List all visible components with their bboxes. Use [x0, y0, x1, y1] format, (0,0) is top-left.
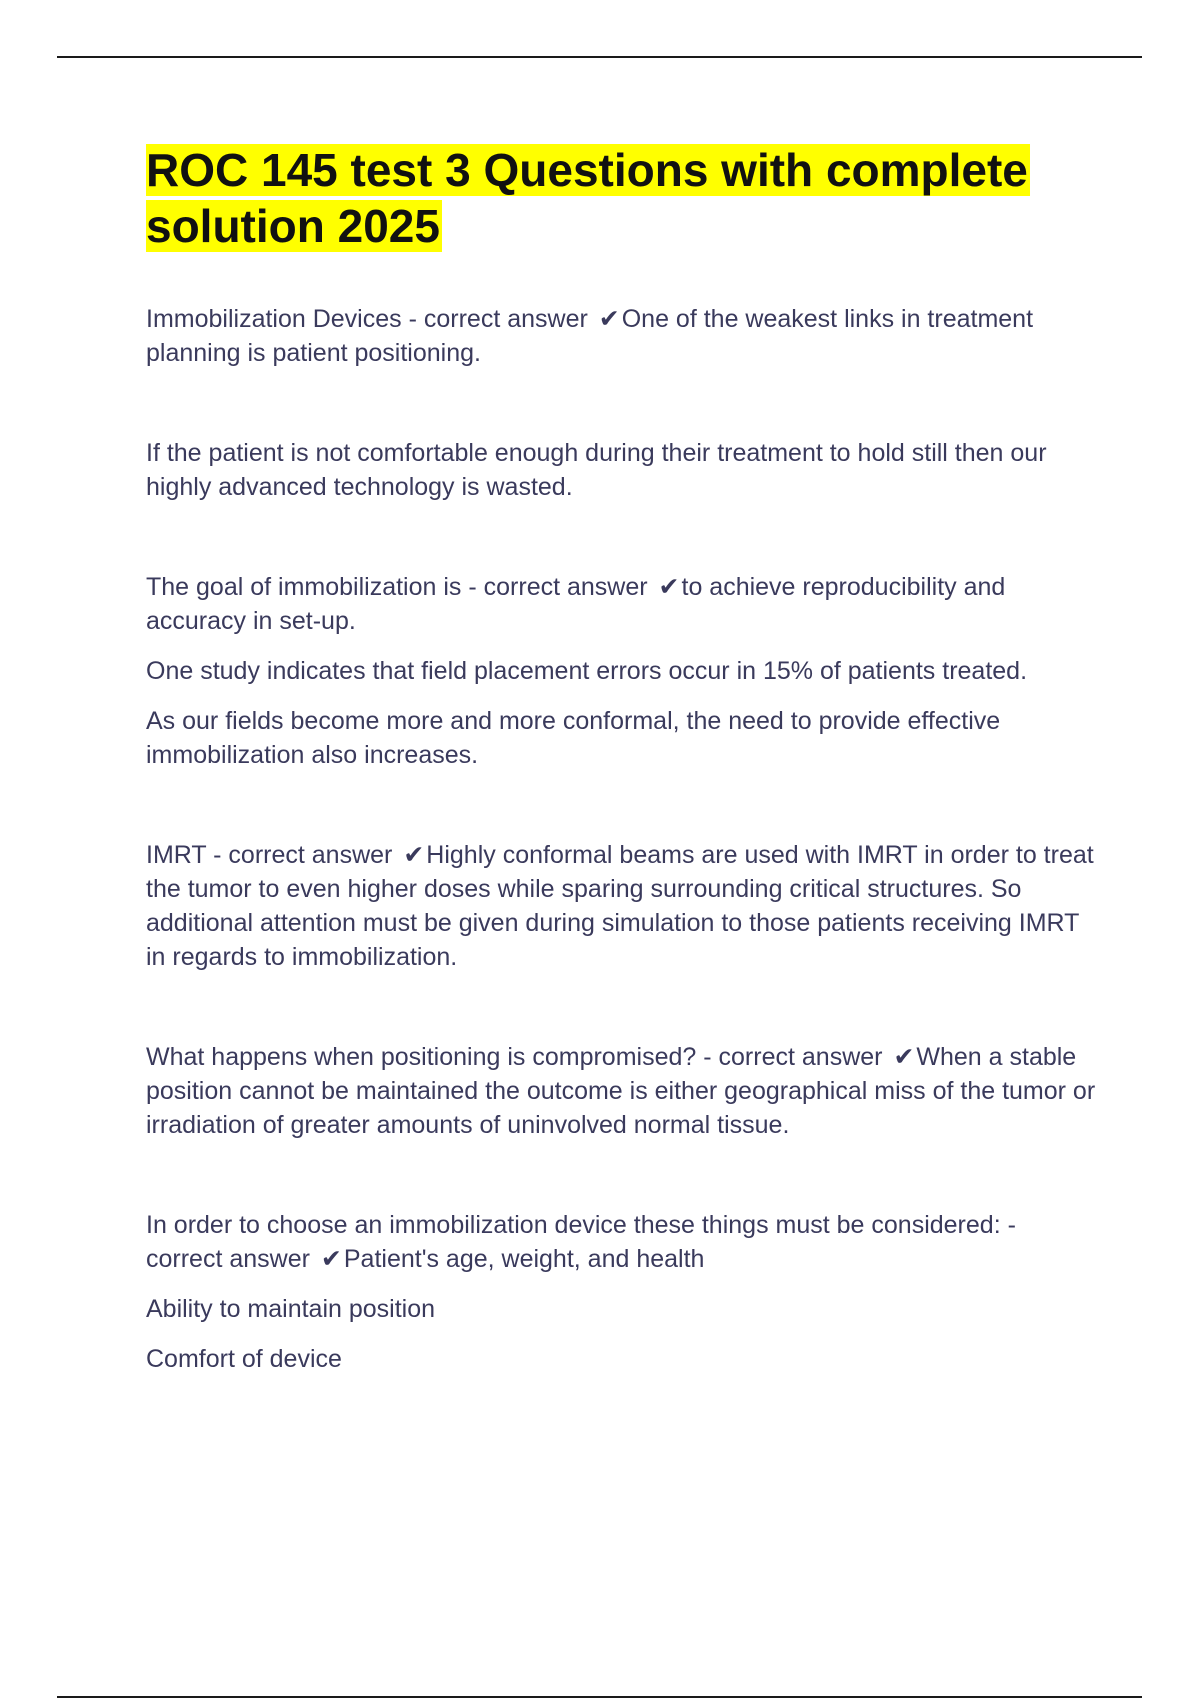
- checkmark-icon: ✔: [598, 305, 620, 333]
- bottom-rule: [57, 1696, 1142, 1698]
- question-text: Immobilization Devices: [146, 305, 402, 333]
- paragraph-comfort: If the patient is not comfortable enough during their treatment to hold still then our highly advanced technology is wasted.: [146, 439, 1047, 501]
- answer-marker: correct answer: [718, 1043, 883, 1071]
- title-highlight: ROC 145 test 3 Questions with complete solution 2025: [146, 144, 1028, 252]
- document-page: [146, 142, 1096, 1376]
- answer-text: One of the weakest links in treatment planning is patient positioning.: [146, 305, 1034, 367]
- top-rule: [57, 56, 1142, 58]
- qa-goal-of-immobilization: The goal of immobilization is - correct answer ✔to achieve reproducibility and accuracy in set-up.: [146, 573, 1006, 635]
- qa-immobilization-devices: Immobilization Devices - correct answer ✔One of the weakest links in treatment planning is patient positioning.: [146, 305, 1034, 367]
- question-text: The goal of immobilization is: [146, 573, 462, 601]
- document-title: [146, 142, 1096, 254]
- checkmark-icon: ✔: [320, 1245, 342, 1273]
- document-body: [146, 302, 1096, 1376]
- qa-choose-device: In order to choose an immobilization device these things must be considered: - correct answer ✔Patient's age, weight, and health: [146, 1211, 1016, 1273]
- answer-marker: correct answer: [423, 305, 588, 333]
- paragraph-field-placement: One study indicates that field placement errors occur in 15% of patients treated.: [146, 657, 1028, 685]
- qa-imrt: IMRT - correct answer ✔Highly conformal beams are used with IMRT in order to treat the tumor to even higher doses while sparing surrounding critical structures. So additional attention must be given during simulation to those patients receiving IMRT in regards to immobilization.: [146, 841, 1094, 971]
- qa-positioning-compromised: What happens when positioning is compromised? - correct answer ✔When a stable position cannot be maintained the outcome is either geographical miss of the tumor or irradiation of greater amounts of uninvolved normal tissue.: [146, 1043, 1096, 1139]
- checkmark-icon: ✔: [403, 841, 425, 869]
- checkmark-icon: ✔: [658, 573, 680, 601]
- question-text: In order to choose an immobilization device these things must be considered:: [146, 1211, 1001, 1239]
- answer-text: When a stable position cannot be maintained the outcome is either geographical miss of the tumor or irradiation of greater amounts of uninvolved normal tissue.: [146, 1043, 1096, 1139]
- answer-text: Patient's age, weight, and health: [343, 1245, 705, 1273]
- paragraph-conformal-fields: As our fields become more and more conformal, the need to provide effective immobilization also increases.: [146, 707, 1001, 769]
- question-text: What happens when positioning is compromised?: [146, 1043, 697, 1071]
- question-text: IMRT: [146, 841, 207, 869]
- answer-text: to achieve reproducibility and accuracy in set-up.: [146, 573, 1006, 635]
- answer-marker: correct answer: [228, 841, 393, 869]
- answer-text: Highly conformal beams are used with IMRT in order to treat the tumor to even higher doses while sparing surrounding critical structures. So additional attention must be given during simulation to those patients receiving IMRT in regards to immobilization.: [146, 841, 1094, 971]
- answer-marker: correct answer: [483, 573, 648, 601]
- paragraph-maintain-position: Ability to maintain position: [146, 1295, 436, 1323]
- paragraph-comfort-of-device: Comfort of device: [146, 1345, 342, 1373]
- checkmark-icon: ✔: [893, 1043, 915, 1071]
- answer-marker: correct answer: [146, 1245, 310, 1273]
